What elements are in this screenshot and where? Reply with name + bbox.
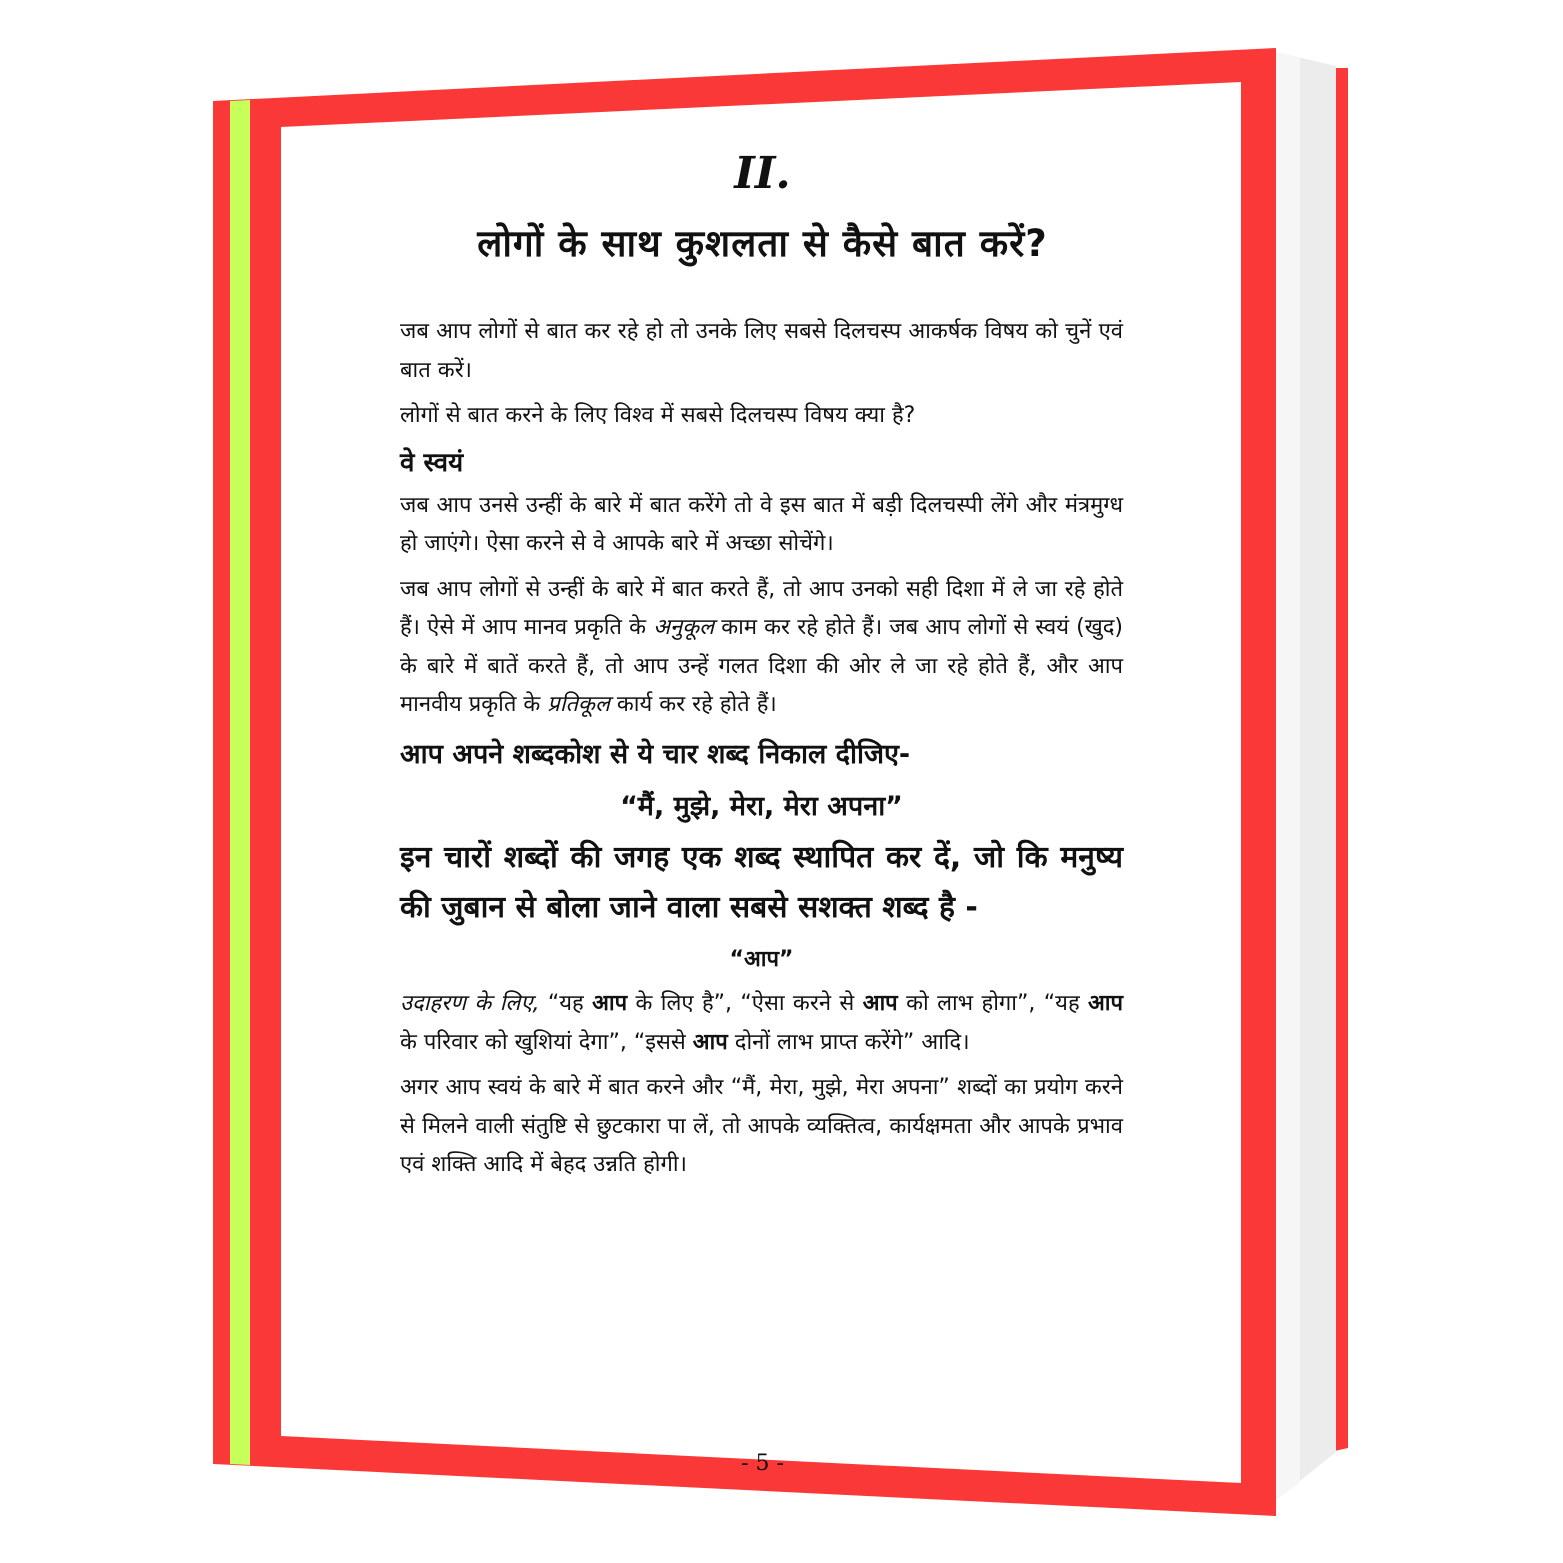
heading-themselves: वे स्वयं bbox=[400, 447, 464, 478]
heading-remove-words: आप अपने शब्दकोश से ये चार शब्द निकाल दीजिए- bbox=[400, 738, 911, 770]
paragraph-conclusion: अगर आप स्वयं के बारे में बात करने और “मैं, मेरा, मुझे, मेरा अपना” शब्दों का प्रयोग करने से मिलने वाली संतुष्टि से छुटकारा पा लें, तो आपके व्यक्तित्व, कार्यक्षमता और आपके प्रभाव एवं शक्ति आदि में बेहद उन्नति होगी। bbox=[400, 1075, 1123, 1177]
paragraph-direction: जब आप लोगों से उन्हीं के बारे में बात करते हैं, तो आप उनको सही दिशा में ले जा रहे होते हैं। ऐसे में आप मानव प्रकृति के अनुकूल काम कर रहे होते हैं। जब आप लोगों से स्वयं (खुद) के बारे में बातें करते हैं, तो आप उन्हें गलत दिशा की ओर ले जा रहे होते हैं, और आप मानवीय प्रकृति के प्रतिकूल कार्य कर रहे होते हैं। bbox=[400, 576, 1123, 717]
paragraph-intro: जब आप लोगों से बात कर रहे हो तो उनके लिए सबसे दिलचस्प आकर्षक विषय को चुनें एवं बात करें। bbox=[400, 319, 1123, 383]
paragraph-examples: उदाहरण के लिए, “यह आप के लिए है”, “ऐसा करने से आप को लाभ होगा”, “यह आप के परिवार को खुशियां देगा”, “इससे आप दोनों लाभ प्राप्त करेंगे” आदि। bbox=[400, 991, 1123, 1055]
paragraph-benefit: जब आप उनसे उन्हीं के बारे में बात करेंगे तो वे इस बात में बड़ी दिलचस्पी लेंगे और मंत्रमुग्ध हो जाएंगे। ऐसा करने से वे आपके बारे में अच्छा सोचेंगे। bbox=[400, 492, 1123, 556]
spine-stripe bbox=[230, 100, 250, 1465]
four-words: “मैं, मुझे, मेरा, मेरा अपना” bbox=[620, 790, 903, 822]
paragraph-question: लोगों से बात करने के लिए विश्व में सबसे दिलचस्प विषय क्या है? bbox=[400, 403, 916, 428]
italic-unfavourable: प्रतिकूल bbox=[547, 692, 610, 717]
word-you: “आप” bbox=[729, 946, 794, 972]
heading-replace-word: इन चारों शब्दों की जगह एक शब्द स्थापित कर दें, जो कि मनुष्य की जुबान से बोला जाने वाला सबसे सशक्त शब्द है - bbox=[400, 839, 1123, 925]
page bbox=[285, 128, 1240, 1476]
chapter-title: लोगों के साथ कुशलता से कैसे बात करें? bbox=[477, 222, 1048, 265]
page-number: - 5 - bbox=[741, 1451, 784, 1476]
page-body bbox=[400, 313, 1123, 1192]
chapter-number: II. bbox=[734, 148, 791, 199]
italic-favourable: अनुकूल bbox=[653, 615, 715, 640]
